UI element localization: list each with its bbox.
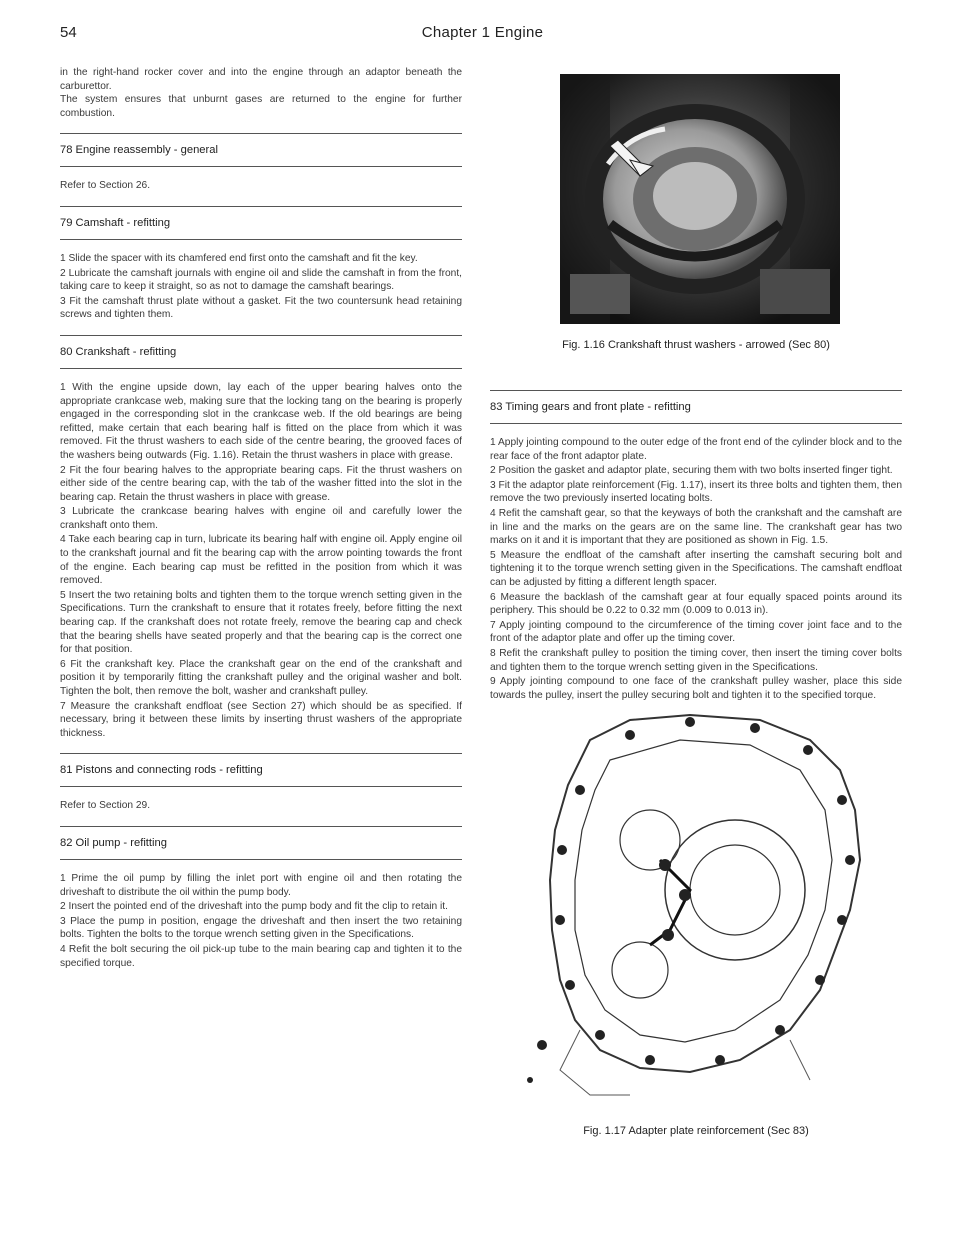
crankshaft-thrust-washers-photo	[490, 74, 902, 329]
step-paragraph: 8 Refit the crankshaft pulley to position the timing cover, then insert the timing cover bolts and tighten them to the torque wrench setting given in the Specifications.	[490, 647, 902, 673]
section-refer: Refer to Section 26.	[60, 180, 151, 192]
section-rule	[490, 423, 902, 424]
step-paragraph: 4 Take each bearing cap in turn, lubricate its bearing half with engine oil. Apply engine oil to the crankshaft journal and fit the bearing cap with the arrow pointing towards the front of the engine. Each bearing cap must be refitted in the position from which it was removed.	[60, 534, 462, 587]
step-paragraph: 2 Insert the pointed end of the driveshaft into the pump body and fit the clip to retain it.	[60, 901, 448, 913]
step-paragraph: 4 Refit the camshaft gear, so that the keyways of both the crankshaft and the camshaft are in line and the marks on the gears are on the same line. The crankshaft gear has two marks on it and it is important that they are positioned as shown in Fig. 1.5.	[490, 507, 902, 547]
step-paragraph: 3 Fit the camshaft thrust plate without a gasket. Fit the two countersunk head retaining screws and tighten them.	[60, 295, 462, 321]
step-paragraph: 1 Prime the oil pump by filling the inlet port with engine oil and then rotating the driveshaft to distribute the oil within the pump body.	[60, 872, 462, 898]
section-82	[60, 826, 462, 970]
step-paragraph: 5 Measure the endfloat of the camshaft after inserting the camshaft securing bolt and tightening it to the torque wrench setting given in the Specifications. The camshaft endfloat can be adjusted by fitting a different length spacer.	[490, 549, 902, 588]
step-paragraph: 7 Measure the crankshaft endfloat (see Section 27) which should be as specified. If necessary, bring it between these limits by inserting thrust washers of the appropriate thickness.	[60, 700, 462, 739]
section-rule	[60, 859, 462, 860]
step-paragraph: 5 Insert the two retaining bolts and tighten them to the torque wrench setting given in the Specifications. Turn the crankshaft to ensure that it rotates freely, before fitting the next bearing cap. If the crankshaft does not rotate freely, remove the bearing cap and check that the bearing shells have seated properly and that the bearing cap is the correct one for that position.	[60, 589, 462, 656]
section-rule	[60, 753, 462, 754]
section-refer: Refer to Section 29.	[60, 800, 151, 812]
section-rule	[60, 368, 462, 369]
step-paragraph: 3 Fit the adaptor plate reinforcement (Fig. 1.17), insert its three bolts and tighten them, then remove the two previously inserted locating bolts.	[490, 479, 902, 505]
section-rule	[60, 786, 462, 787]
section-rule	[490, 390, 902, 391]
adapter-plate-reinforcement-drawing	[490, 700, 902, 1115]
step-paragraph: 2 Fit the four bearing halves to the appropriate bearing caps. Fit the thrust washers on either side of the centre bearing cap, with the tab of the washer fitted into the slot in the bearing cap. Retain the thrust washers in place with grease.	[60, 464, 462, 503]
section-81	[60, 753, 462, 813]
section-rule	[60, 206, 462, 207]
step-paragraph: 1 With the engine upside down, lay each of the upper bearing halves onto the appropriate crankcase web, making sure that the locking tang on the bearing is properly engaged in the corresponding slot in the crankcase web. If the old bearings are being refitted, make certain that each bearing half is fitted on the place from which it was removed. Fit the thrust washers to each side of the centre bearing, the grooved faces of the washers being outwards (Fig. 1.16). Retain the thrust washers in place with grease.	[60, 381, 462, 461]
step-paragraph: 1 Apply jointing compound to the outer edge of the front end of the cylinder block and to the rear face of the front adaptor plate.	[490, 437, 902, 462]
section-rule	[60, 133, 462, 134]
section-rule	[60, 335, 462, 336]
section-title: 78 Engine reassembly - general	[60, 144, 218, 157]
step-paragraph: 4 Refit the bolt securing the oil pick-up tube to the main bearing cap and tighten it to the specified torque.	[60, 943, 462, 969]
section-title: 83 Timing gears and front plate - refitting	[490, 401, 691, 413]
intro-paragraph: The system ensures that unburnt gases are returned to the engine for further combustion.	[60, 94, 462, 119]
section-rule	[60, 166, 462, 167]
step-paragraph: 6 Fit the crankshaft key. Place the crankshaft gear on the end of the crankshaft and position it by temporarily fitting the crankshaft pulley and the original washer and bolt. Tighten the bolt, then remove the bolt, washer and crankshaft pulley.	[60, 658, 462, 697]
section-title: 80 Crankshaft - refitting	[60, 345, 177, 358]
figure-1-16	[490, 74, 902, 351]
left-column	[60, 66, 462, 971]
chapter-title: Chapter 1 Engine	[421, 24, 544, 41]
section-83	[490, 390, 902, 702]
section-title: 82 Oil pump - refitting	[60, 836, 167, 849]
intro-paragraph: in the right-hand rocker cover and into the engine through an adaptor beneath the carburettor.	[60, 67, 462, 92]
page-header	[60, 24, 905, 50]
figure-caption: Fig. 1.16 Crankshaft thrust washers - arrowed (Sec 80)	[562, 339, 830, 351]
section-title: 79 Camshaft - refitting	[60, 216, 171, 229]
section-rule	[60, 826, 462, 827]
step-paragraph: 2 Position the gasket and adaptor plate, securing them with two bolts inserted finger tight.	[490, 465, 893, 477]
step-paragraph: 9 Apply jointing compound to one face of the crankshaft pulley washer, place this side towards the pulley, insert the pulley securing bolt and tighten it to the specified torque.	[490, 676, 902, 701]
step-paragraph: 1 Slide the spacer with its chamfered end first onto the camshaft and fit the key.	[60, 252, 418, 264]
section-title: 81 Pistons and connecting rods - refitting	[60, 764, 263, 777]
section-78	[60, 133, 462, 193]
section-80	[60, 335, 462, 740]
step-paragraph: 3 Place the pump in position, engage the driveshaft and then insert the two retaining bolts. Tighten the bolts to the torque wrench setting given in the Specifications.	[60, 915, 462, 941]
step-paragraph: 6 Measure the backlash of the camshaft gear at four equally spaced points around its periphery. This should be 0.22 to 0.32 mm (0.009 to 0.013 in).	[490, 591, 902, 617]
figure-caption: Fig. 1.17 Adapter plate reinforcement (Sec 83)	[583, 1125, 809, 1137]
section-rule	[60, 239, 462, 240]
step-paragraph: 7 Apply jointing compound to the circumference of the timing cover joint face and to the front of the adaptor plate and offer up the timing cover.	[490, 619, 902, 645]
step-paragraph: 3 Lubricate the crankcase bearing halves with engine oil and carefully lower the crankshaft onto them.	[60, 506, 462, 531]
right-column	[490, 390, 902, 703]
figure-1-17	[490, 700, 902, 1137]
page-number: 54	[60, 24, 77, 41]
step-paragraph: 2 Lubricate the camshaft journals with engine oil and slide the camshaft in from the front, taking care to keep it straight, so as not to damage the camshaft bearings.	[60, 267, 462, 293]
section-79	[60, 206, 462, 322]
